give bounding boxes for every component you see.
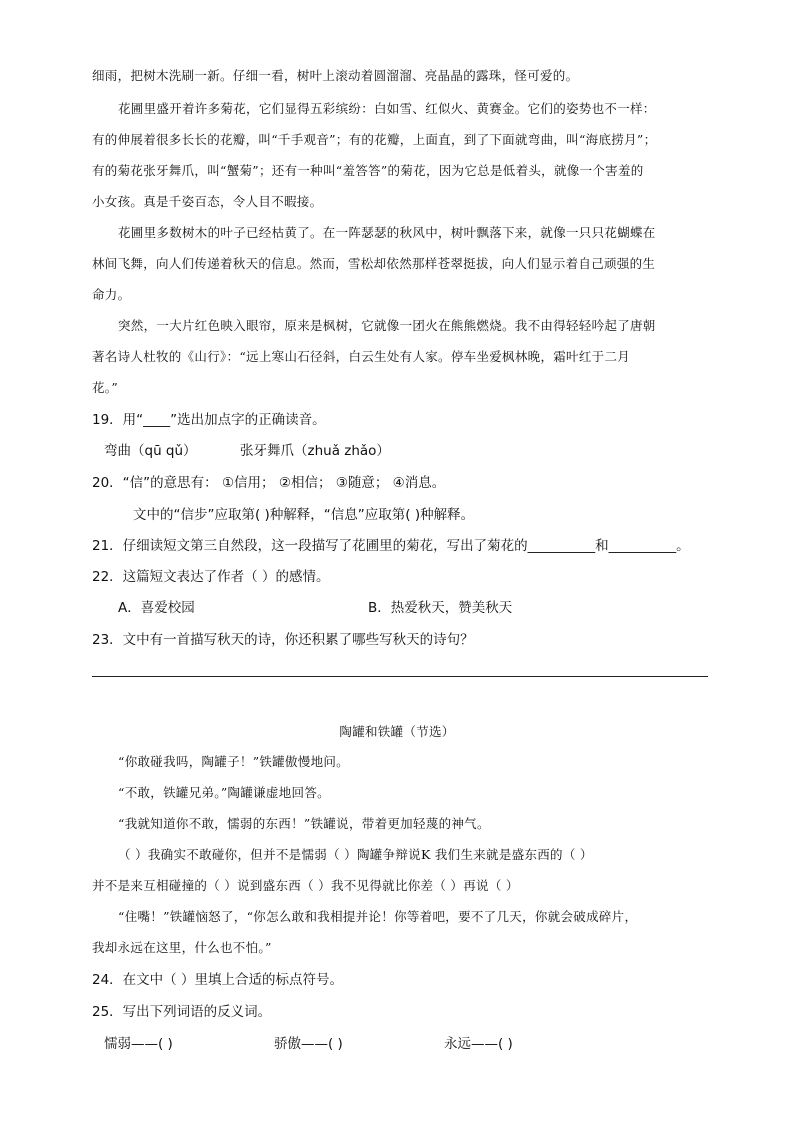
passage2-line-7: 我却永远在这里，什么也不怕。” xyxy=(92,940,272,955)
answer-line xyxy=(92,676,708,677)
passage1-line-9: 突然，一大片红色映入眼帘，原来是枫树，它就像一团火在熊熊燃烧。我不由得轻轻吟起了唐朝 xyxy=(118,318,656,333)
passage1-line-8: 命力。 xyxy=(92,287,131,302)
passage1-line-4: 有的菊花张牙舞爪，叫“蟹菊”；还有一种叫“羞答答”的菊花，因为它总是低着头，就像一个害羞的 xyxy=(92,163,644,178)
question-21: 21．仔细读短文第三自然段，这一段描写了花圃里的菊花，写出了菊花的__________和__________。 xyxy=(92,538,690,554)
passage2-line-3: “我就知道你不敢，懦弱的东西！”铁罐说，带着更加轻蔑的神气。 xyxy=(118,816,490,831)
passage1-line-7: 林间飞舞，向人们传递着秋天的信息。然而，雪松却依然那样苍翠挺拔，向人们显示着自己顽强的生 xyxy=(92,256,656,271)
passage1-line-1: 细雨，把树木洗刷一新。仔细一看，树叶上滚动着圆溜溜、亮晶晶的露珠，怪可爱的。 xyxy=(92,68,579,83)
passage1-line-11: 花。” xyxy=(92,380,119,395)
question-22-option-a: A．喜爱校园 xyxy=(118,600,195,616)
passage2-line-5: 并不是来互相碰撞的（ ）说到盛东西（ ）我不见得就比你差（ ）再说（ ） xyxy=(92,878,519,893)
question-20: 20．“信”的意思有： ①信用； ②相信； ③随意； ④消息。 xyxy=(92,475,446,491)
passage1-line-3: 有的伸展着很多长长的花瓣，叫“千手观音”；有的花瓣，上面直，到了下面就弯曲，叫“海底捞月”； xyxy=(92,132,657,147)
question-19-option-a: 弯曲（qū qǔ） xyxy=(104,443,197,459)
passage2-line-6: “住嘴！”铁罐恼怒了，“你怎么敢和我相提并论！你等着吧，要不了几天，你就会破成碎片， xyxy=(118,909,638,924)
question-19: 19．用“____”选出加点字的正确读音。 xyxy=(92,412,326,428)
passage2-line-4: （ ）我确实不敢碰你，但并不是懦弱（ ）陶罐争辩说K 我们生来就是盛东西的（ ） xyxy=(118,847,593,862)
passage2-line-2: “不敢，铁罐兄弟。”陶罐谦虚地回答。 xyxy=(118,785,330,800)
question-22: 22．这篇短文表达了作者（ ）的感情。 xyxy=(92,569,330,585)
question-25-item-c: 永远——( ) xyxy=(444,1036,513,1052)
passage1-line-6: 花圃里多数树木的叶子已经枯黄了。在一阵瑟瑟的秋风中，树叶飘落下来，就像一只只花蝴蝶在 xyxy=(118,225,656,240)
passage2-line-1: “你敢碰我吗，陶罐子！”铁罐傲慢地问。 xyxy=(118,754,349,769)
question-22-option-b: B．热爱秋天，赞美秋天 xyxy=(368,600,513,616)
question-25-item-a: 懦弱——( ) xyxy=(104,1036,173,1052)
question-19-option-b: 张牙舞爪（zhuǎ zhǎo） xyxy=(240,443,390,459)
question-25-item-b: 骄傲——( ) xyxy=(274,1036,343,1052)
passage1-line-10: 著名诗人杜牧的《山行》：“远上寒山石径斜，白云生处有人家。停车坐爱枫林晚，霜叶红于二月 xyxy=(92,349,631,364)
passage1-line-2: 花圃里盛开着许多菊花，它们显得五彩缤纷：白如雪、红似火、黄赛金。它们的姿势也不一样： xyxy=(118,101,656,116)
question-23: 23．文中有一首描写秋天的诗，你还积累了哪些写秋天的诗句？ xyxy=(92,632,474,648)
passage1-line-5: 小女孩。真是千姿百态，令人目不暇接。 xyxy=(92,194,323,209)
question-24: 24．在文中（ ）里填上合适的标点符号。 xyxy=(92,972,343,988)
question-25: 25．写出下列词语的反义词。 xyxy=(92,1004,272,1020)
question-20-subquestion: 文中的“信步”应取第( )种解释，“信息”应取第( )种解释。 xyxy=(133,507,475,523)
passage2-title: 陶罐和铁罐（节选） xyxy=(339,724,455,739)
